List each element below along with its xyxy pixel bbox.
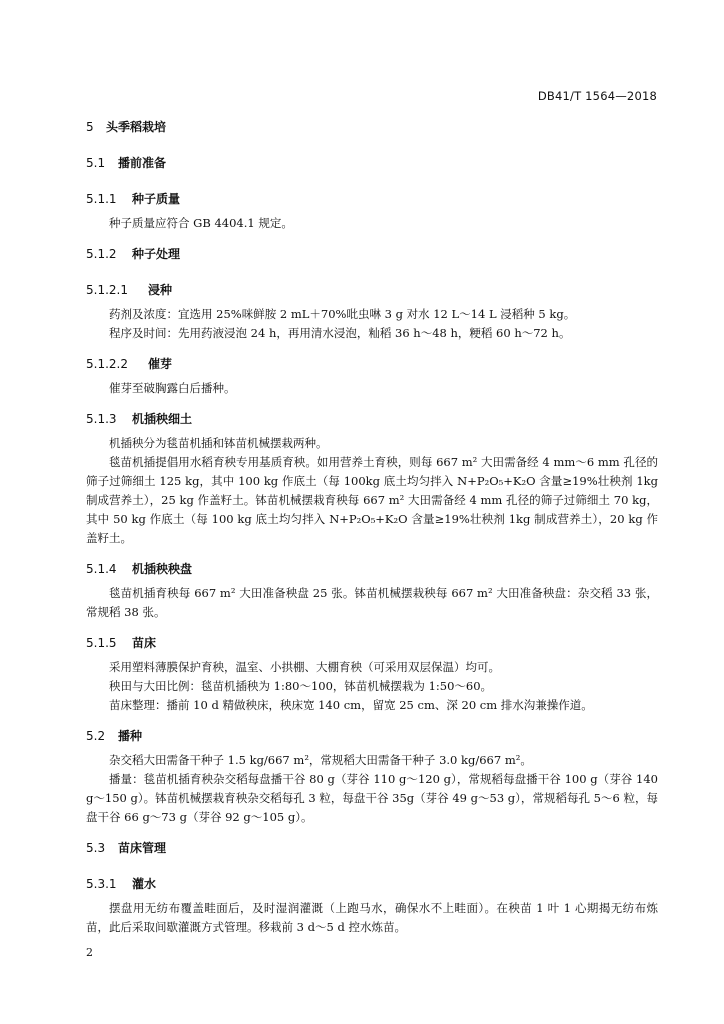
section-title: 播前准备 [118, 156, 167, 170]
section-number: 5.1.4 [86, 562, 117, 576]
paragraph: 摆盘用无纺布覆盖畦面后，及时湿润灌溉（上跑马水，确保水不上畦面）。在秧苗 1 叶 1 心期揭无纺布炼苗，此后采取间歇灌溉方式管理。移栽前 3 d～5 d 控水炼苗。 [86, 901, 658, 934]
section-title: 苗床管理 [118, 841, 167, 855]
section-title: 头季稻栽培 [106, 120, 167, 134]
section-heading-h3 [86, 190, 658, 207]
section-number: 5.1.2.2 [86, 357, 128, 371]
section-title: 机插秧细土 [132, 412, 193, 426]
section-heading-h3 [86, 410, 658, 427]
section-title: 催芽 [148, 357, 173, 371]
section-title: 种子处理 [132, 247, 181, 261]
section-number: 5 [86, 120, 94, 134]
paragraph: 种子质量应符合 GB 4404.1 规定。 [109, 216, 293, 230]
section-title: 播种 [118, 729, 143, 743]
section-number: 5.3 [86, 841, 106, 855]
section-title: 机插秧秧盘 [132, 562, 193, 576]
paragraph: 杂交稻大田需备干种子 1.5 kg/667 m²，常规稻大田需备干种子 3.0 kg/667 m²。 [109, 753, 532, 767]
section-heading-h2 [86, 727, 658, 744]
section-title: 灌水 [132, 877, 157, 891]
document-body [86, 118, 658, 937]
paragraph: 播量：毯苗机插育秧杂交稻每盘播干谷 80 g（芽谷 110 g～120 g），常规稻每盘播干谷 100 g（芽谷 140 g～150 g）。钵苗机械摆栽育秧杂交稻每孔 3 粒，每盘干谷 35g（芽谷 49 g～53 g），常规稻每孔 5～6 粒，每盘干谷 66 g～73 g（芽谷 92 g～105 g）。 [86, 772, 658, 824]
document-code: DB41/T 1564—2018 [537, 89, 657, 103]
paragraph: 机插秧分为毯苗机插和钵苗机械摆栽两种。 [109, 436, 328, 450]
section-heading-h4 [86, 355, 658, 372]
section-number: 5.1.2.1 [86, 283, 128, 297]
paragraph: 采用塑料薄膜保护育秧，温室、小拱棚、大棚育秧（可采用双层保温）均可。 [109, 660, 500, 674]
section-title: 种子质量 [132, 192, 181, 206]
section-heading-h3 [86, 560, 658, 577]
section-heading-h4 [86, 281, 658, 298]
paragraph: 苗床整理：播前 10 d 精做秧床，秧床宽 140 cm，留宽 25 cm、深 20 cm 排水沟兼操作道。 [109, 698, 593, 712]
page-number: 2 [86, 946, 93, 959]
section-number: 5.3.1 [86, 877, 117, 891]
section-heading-h3 [86, 245, 658, 262]
section-title: 浸种 [148, 283, 173, 297]
paragraph: 催芽至破胸露白后播种。 [109, 381, 236, 395]
section-heading-h2 [86, 154, 658, 171]
section-number: 5.1.5 [86, 636, 117, 650]
section-number: 5.1.2 [86, 247, 117, 261]
section-heading-h2 [86, 839, 658, 856]
paragraph: 毯苗机插提倡用水稻育秧专用基质育秧。如用营养土育秧，则每 667 m² 大田需备经 4 mm～6 mm 孔径的筛子过筛细土 125 kg，其中 100 kg 作底土（每 100kg 底土均匀拌入 N+P₂O₅+K₂O 含量≥19%壮秧剂 1kg 制成营养土），25 kg 作盖籽土。钵苗机械摆栽育秧每 667 m² 大田需备经 4 mm 孔径的筛子过筛细土 70 kg，其中 50 kg 作底土（每 100 kg 底土均匀拌入 N+P₂O₅+K₂O 含量≥19%壮秧剂 1kg 制成营养土），20 kg 作盖籽土。 [86, 455, 658, 545]
section-number: 5.1.1 [86, 192, 117, 206]
section-heading-h3 [86, 634, 658, 651]
section-title: 苗床 [132, 636, 157, 650]
paragraph: 秧田与大田比例：毯苗机插秧为 1:80～100，钵苗机械摆栽为 1:50～60。 [109, 679, 493, 693]
section-number: 5.1 [86, 156, 106, 170]
section-heading-h3 [86, 875, 658, 892]
section-heading-h1 [86, 118, 658, 135]
paragraph: 毯苗机插育秧每 667 m² 大田准备秧盘 25 张。钵苗机械摆栽秧每 667 m² 大田准备秧盘：杂交稻 33 张，常规稻 38 张。 [86, 586, 658, 619]
section-number: 5.2 [86, 729, 106, 743]
paragraph: 程序及时间：先用药液浸泡 24 h，再用清水浸泡，籼稻 36 h～48 h，粳稻 60 h～72 h。 [109, 326, 571, 340]
section-number: 5.1.3 [86, 412, 117, 426]
paragraph: 药剂及浓度：宜选用 25%咪鲜胺 2 mL＋70%吡虫啉 3 g 对水 12 L～14 L 浸稻种 5 kg。 [109, 307, 576, 321]
